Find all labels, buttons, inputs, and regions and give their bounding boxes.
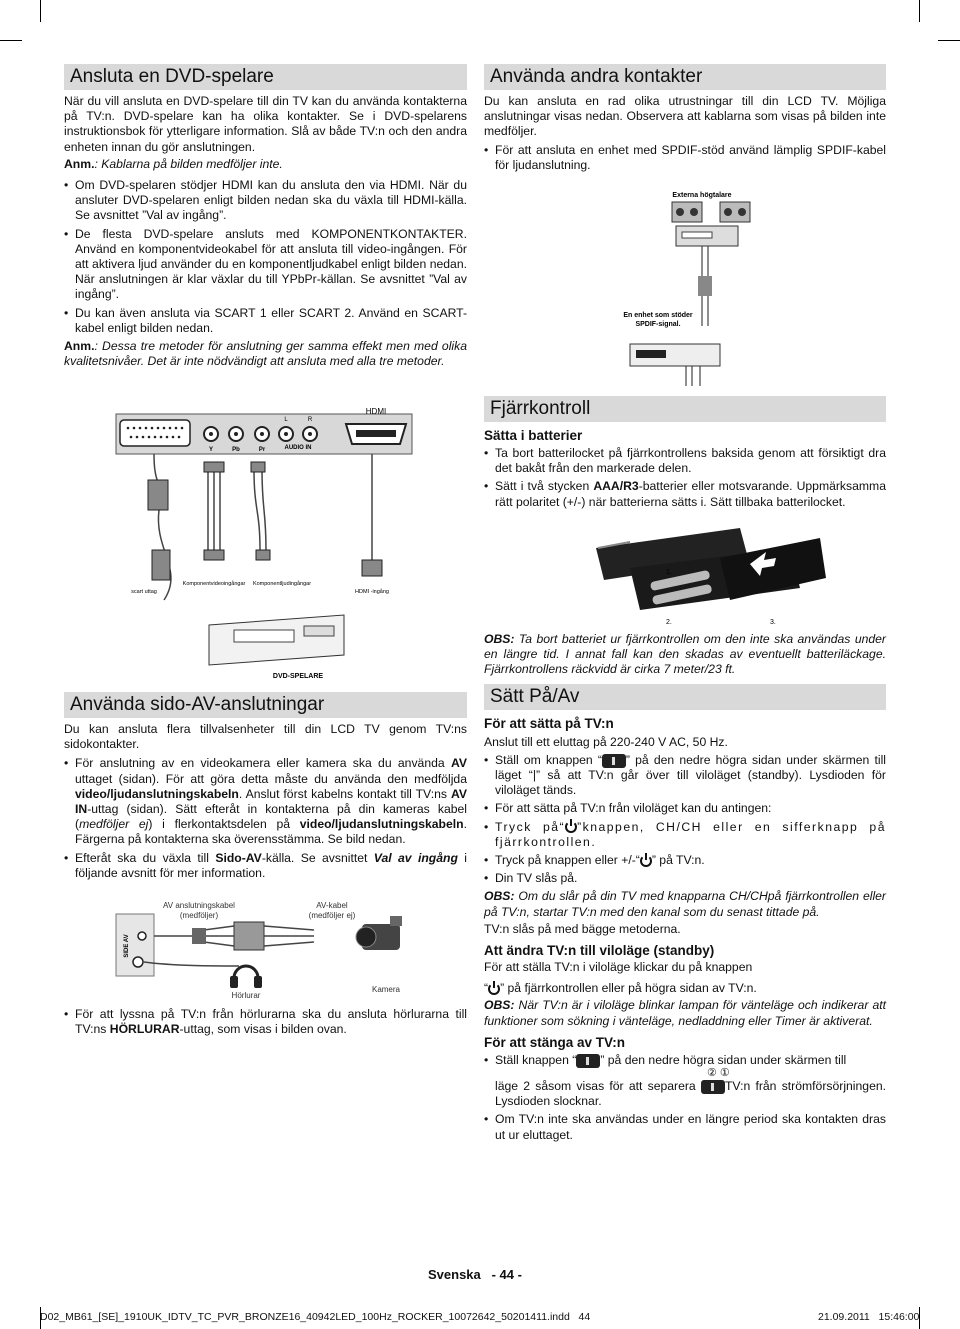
- comp-video-label: Komponentvideoingångar: [182, 581, 246, 587]
- text-run: Efteråt ska du växla till: [75, 850, 216, 865]
- text-run: i följande avsnitt för mer information.: [75, 850, 467, 880]
- side-av-diagram: [114, 896, 414, 1001]
- power-icon: [565, 821, 577, 833]
- power-obs2: [484, 998, 886, 1028]
- list-item: [64, 851, 467, 881]
- right-column-remote: [484, 396, 886, 513]
- text-run: ” på TV:n.: [651, 853, 705, 868]
- text-run: För anslutning av en videokamera eller kamera ska du använda: [75, 756, 451, 771]
- text-run: uttaget (sidan). För att göra detta måste du använda den medföljda: [75, 771, 467, 786]
- remote-bullets: [484, 446, 886, 510]
- crop-mark: [919, 0, 920, 22]
- text-run: Val av ingång: [373, 850, 458, 865]
- text-run: “: [484, 981, 489, 996]
- left-column-side-av-end: [64, 1004, 467, 1040]
- spdif-device-label2: SPDIF-signal.: [635, 321, 681, 328]
- text-run: Ställ knappen “: [495, 1052, 577, 1067]
- text-run: -uttag (sidan). Sätt efteråt in kontakterna på din kameras kabel (: [75, 802, 467, 832]
- horlurar-label: Hörlurar: [231, 991, 261, 1000]
- section-title-dvd: Ansluta en DVD-spelare: [64, 64, 467, 90]
- obs-label: OBS:: [484, 632, 515, 646]
- note-label: Anm.: [64, 156, 95, 171]
- list-item: • Du kan även ansluta via SCART 1 eller SCART 2. Använd en SCART-kabel enligt bilden nedan.: [64, 306, 467, 336]
- list-item: • För att sätta på TV:n från viloläget kan du antingen:: [484, 801, 886, 816]
- power-p1: Anslut till ett eluttag på 220-240 V AC, 50 Hz.: [484, 734, 728, 749]
- obs-text: Ta bort batteriet ur fjärrkontrollen om den inte ska användas under en längre tid. I annat fall kan den skadas av eventuellt batteriläckage. Fjärrkontrollens räckvidd är cirka 7 meter/23 ft.: [484, 632, 886, 677]
- text-run: För att lyssna på TV:n från hörlurarna ska du ansluta hörlurarna till TV:ns: [75, 1007, 467, 1037]
- r-label: R: [307, 417, 313, 423]
- av-cable-label2: (medföljer): [179, 911, 219, 920]
- power-obs1: [484, 889, 886, 919]
- list-item: • Din TV slås på.: [484, 871, 886, 886]
- text-run: Sätt i två stycken: [495, 479, 594, 494]
- step1-label: 1.: [666, 569, 672, 576]
- kamera-label: Kamera: [371, 985, 401, 994]
- comp-audio-label: Komponentljudingångar: [252, 581, 312, 587]
- power-icon: [488, 983, 500, 995]
- l-label: L: [284, 417, 288, 423]
- right-column-power: [484, 630, 886, 1146]
- av-cable-label: AV anslutningskabel: [163, 901, 235, 910]
- section-title-other: Använda andra kontakter: [484, 64, 886, 90]
- remote-obs: [484, 632, 886, 678]
- side-av-intro: Du kan ansluta flera tillvalsenheter till din LCD TV genom TV:ns sidokontakter.: [64, 722, 467, 752]
- side-av-bullets: [64, 756, 467, 881]
- list-item: • För att ansluta en enhet med SPDIF-stöd använd lämplig SPDIF-kabel för ljudanslutning.: [484, 143, 886, 173]
- text-run: -uttag, som visas i bilden ovan.: [179, 1022, 347, 1037]
- text-run: ” så att TV:n går över till viloläget (standby). Lysdioden för viloläget tänds.: [495, 768, 886, 798]
- text-run: Tryck på“: [495, 819, 566, 834]
- power-p3: För att ställa TV:n i viloläge klickar du på knappen: [484, 960, 753, 975]
- sub-batteries: Sätta i batterier: [484, 428, 583, 443]
- text-run: -källa. Se avsnittet: [261, 850, 374, 865]
- sub-turn-off: För att stänga av TV:n: [484, 1034, 626, 1050]
- text-run: Tryck på knappen eller +/-“: [495, 853, 640, 868]
- dvd-connection-diagram: [114, 400, 414, 690]
- power-icon: [640, 855, 652, 867]
- side-av-bullets-2: [64, 1007, 467, 1037]
- list-item: • Om TV:n inte ska användas under en längre period ska kontakten dras ut ur eluttaget.: [484, 1112, 886, 1142]
- other-bullets: [484, 143, 886, 173]
- obs-text: När TV:n är i viloläge blinkar lampan för vänteläge och indikerar att funktioner som sökning i vänteläge, nedladdning eller Timer är aktiverat.: [484, 998, 886, 1028]
- spdif-device-label1: En enhet som stöder: [623, 312, 693, 319]
- av-kabel-label2: (medföljer ej): [308, 911, 356, 920]
- power-off-bullets: [484, 1053, 886, 1143]
- note-text: : Dessa tre metoder för anslutning ger samma effekt men med olika kvalitetsnivåer. Det är inte nödvändigt att ansluta med alla tre metoder.: [64, 339, 467, 369]
- dvd-intro: När du vill ansluta en DVD-spelare till din TV kan du använda kontakterna på TV:n. DVD-spelare kan ha olika kontakter. Se i DVD-spelarens instruktionsbok för ytterligare information. Slå av både TV:n och den andra enheten innan du gör anslutningen.: [64, 94, 467, 154]
- list-item: [64, 1007, 467, 1037]
- text-run: ”knappen, CH/CH eller en sifferknapp på fjärrkontrollen.: [495, 819, 886, 849]
- crop-mark: [40, 0, 41, 22]
- list-item: • De flesta DVD-spelare ansluts med KOMPONENTKONTAKTER. Använd en komponentvideokabel för att ansluta till video-ingången. För att aktivera ljud använder du en komponentljudkabel enligt bilden nedan. När anslutningen är klar växlar du till YPbPr-källan. Se avsnittet ”Val av ingång”.: [64, 227, 467, 303]
- left-column-side-av: [64, 692, 467, 884]
- spdif-diagram: [610, 186, 760, 394]
- sub-standby: Att ändra TV:n till viloläge (standby): [484, 943, 715, 959]
- dvd-player-label: DVD-SPELARE: [272, 673, 324, 680]
- av-kabel-label: AV-kabel: [316, 901, 348, 910]
- power-bullets: [484, 753, 886, 887]
- text-run: AV: [450, 756, 467, 771]
- text-run: medföljer ej: [79, 817, 149, 832]
- list-item: [484, 1053, 886, 1110]
- text-run: |: [532, 768, 536, 783]
- hdmi-label: HDMI: [365, 407, 387, 416]
- rocker-switch-icon: [576, 1054, 600, 1068]
- text-run: Sido-AV: [215, 850, 262, 865]
- power-p2: TV:n slås på med bägge metoderna.: [484, 921, 681, 936]
- battery-diagram: [590, 518, 830, 628]
- left-column: [64, 64, 467, 371]
- text-run: . Färgerna på kontakterna ska överensstämma. Se bild nedan.: [75, 817, 467, 847]
- right-column: [484, 64, 886, 176]
- text-run: video/ljudanslutningskabeln: [299, 817, 464, 832]
- obs-label: OBS:: [484, 998, 515, 1013]
- position-marks: ② ①: [707, 1067, 730, 1080]
- other-intro: Du kan ansluta en rad olika utrustningar till din LCD TV. Möjliga anslutningar visas nedan. Observera att kablarna som visas på bilden inte medföljer.: [484, 94, 886, 139]
- step3-label: 3.: [770, 619, 776, 626]
- pb-label: Pb: [232, 447, 240, 453]
- power-p4: [484, 981, 886, 996]
- text-run: TV:n från strömförsörjningen. Lysdioden slocknar.: [495, 1079, 887, 1109]
- note-label: Anm.: [64, 339, 95, 354]
- ext-speakers-label: Externa högtalare: [672, 192, 732, 199]
- text-run: . Anslut först kabelns kontakt till TV:ns: [238, 786, 451, 801]
- y-label: Y: [208, 447, 214, 453]
- list-item: [484, 479, 886, 509]
- text-run: ) i flerkontaktsdelen på: [148, 817, 300, 832]
- hdmi-in-label: HDMI -ingång: [355, 589, 389, 595]
- list-item: [484, 853, 886, 868]
- dvd-note: [64, 157, 467, 172]
- audio-in-label: AUDIO IN: [284, 445, 312, 451]
- list-item: [484, 820, 886, 850]
- sub-turn-on: För att sätta på TV:n: [484, 715, 614, 731]
- text-run: AV IN: [75, 786, 467, 817]
- text-run: Ställ om knappen “: [495, 752, 602, 767]
- text-run: läge 2 såsom visas för att separera: [495, 1079, 701, 1094]
- rocker-switch-icon: [602, 754, 626, 768]
- text-run: HÖRLURAR: [109, 1022, 180, 1037]
- list-item: [484, 753, 886, 799]
- list-item: • Ta bort batterilocket på fjärrkontrollens baksida genom att försiktigt dra det bakåt från den markerade delen.: [484, 446, 886, 476]
- footer-date: 21.09.2011 15:46:00: [818, 1311, 920, 1323]
- crop-mark: [938, 40, 960, 41]
- text-run: -batterier eller motsvarande. Uppmärksamma rätt polaritet (+/-) när batterierna sätts i. Sätt tillbaka batterilocket.: [495, 479, 886, 509]
- page-number: Svenska - 44 -: [428, 1267, 522, 1282]
- obs-text: Om du slår på din TV med knapparna CH/CHpå fjärrkontrollen eller på TV:n, startar TV:n med den kanal som du senast tittade på.: [484, 889, 886, 919]
- footer-file: D02_MB61_[SE]_1910UK_IDTV_TC_PVR_BRONZE16_40942LED_100Hz_ROCKER_10072642_50201411.indd 44: [40, 1311, 591, 1323]
- section-title-remote: Fjärrkontroll: [484, 396, 886, 422]
- dvd-note2: [64, 339, 467, 369]
- list-item: [64, 756, 467, 847]
- rocker-switch-icon: [701, 1080, 725, 1094]
- section-title-side-av: Använda sido-AV-anslutningar: [64, 692, 467, 718]
- text-run: ” på den nedre högra sidan under skärmen till läget “: [495, 752, 886, 783]
- text-run: video/ljudanslutningskabeln: [75, 786, 239, 801]
- text-run: AAA/R3: [593, 479, 639, 494]
- scart-out-label: scart uttag: [131, 589, 157, 595]
- obs-label: OBS:: [484, 889, 515, 904]
- text-run: ” på den nedre högra sidan under skärmen till: [600, 1052, 847, 1067]
- step2-label: 2.: [666, 619, 672, 626]
- crop-mark: [0, 40, 22, 41]
- text-run: ” på fjärrkontrollen eller på högra sidan av TV:n.: [500, 981, 757, 996]
- dvd-bullets: [64, 178, 467, 336]
- side-av-label: SIDE AV: [124, 934, 130, 958]
- section-title-power: Sätt På/Av: [484, 684, 886, 710]
- pr-label: Pr: [258, 447, 266, 453]
- note-text: : Kablarna på bilden medföljer inte.: [94, 156, 283, 171]
- list-item: • Om DVD-spelaren stödjer HDMI kan du ansluta den via HDMI. När du ansluter DVD-spelaren enligt bilden nedan ska du växla till HDMI-källa. Se avsnittet ”Val av ingång”.: [64, 178, 467, 224]
